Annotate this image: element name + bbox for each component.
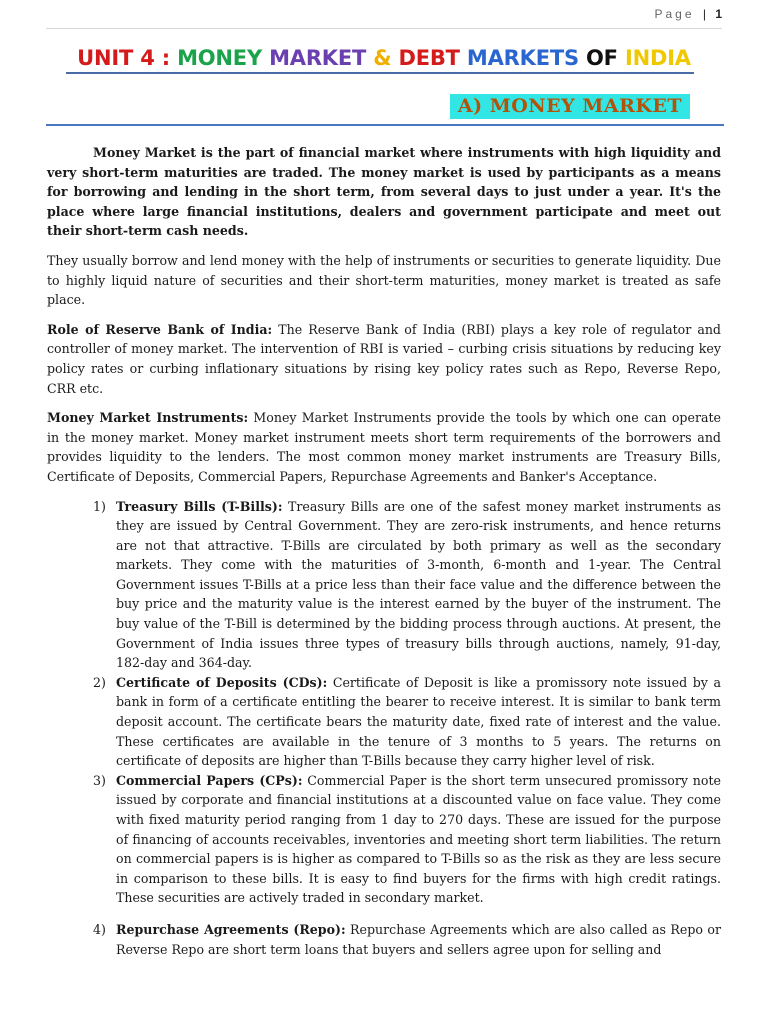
item-text: Certificate of Deposit is like a promissory note issued by a bank in form of a certificate entitling the bearer to receive interest. It is similar to bank term deposit account. The certificate bears the maturity date, fixed rate of interest and the value. These certificates are available in the tenure of 3 months to 5 years. The returns on certificate of deposits are higher than T-Bills because they carry higher level of risk. [116,674,721,769]
title-part: MONEY [177,46,270,70]
header-divider [46,28,722,29]
list-item [47,771,721,908]
list-number: 2) [93,674,106,690]
section-heading: A) MONEY MARKET [450,94,690,119]
page-number: 1 [715,7,722,21]
title-part: UNIT 4 : [77,46,178,70]
document-body [47,143,721,959]
item-text: Commercial Paper is the short term unsecured promissory note issued by corporate and financial institutions at a discounted value on face value. They come with fixed maturity period ranging from 1 day to 270 days. These are issued for the purpose of financing of accounts receivables, inventories and meeting short term liabilities. The return on commercial papers is is higher as compared to T-Bills so as the risk as they are less secure in comparison to these bills. It is easy to find buyers for the firms with high credit ratings. These securities are actively traded in secondary market. [116,772,722,906]
rbi-paragraph [47,320,721,398]
liquidity-paragraph: They usually borrow and lend money with the help of instruments or securities to generate liquidity. Due to highly liquid nature of securities and their short-term maturities, money market is treated as safe place. [47,252,721,308]
list-number: 4) [93,921,106,937]
title-part: MARKET [269,46,374,70]
page-number-header [654,7,722,21]
item-heading: Repurchase Agreements (Repo): [116,921,346,937]
intro-paragraph: Money Market is the part of financial market where instruments with high liquidity and very short-term maturities are traded. The money market is used by participants as a means for borrowing and lending in the short term, from several days to just under a year. It's the place where large financial institutions, dealers and government participate and meet out their short-term cash needs. [47,145,721,239]
rbi-heading: Role of Reserve Bank of India: [47,321,273,337]
item-heading: Treasury Bills (T-Bills): [116,498,283,514]
item-text: Treasury Bills are one of the safest money market instruments as they are issued by Central Government. They are zero-risk instruments, and hence returns are not that attractive. T-Bills are circulated by both primary as well as the secondary markets. They come with the maturities of 3-month, 6-month and 1-year. The Central Government issues T-Bills at a price less than their face value and the difference between the buy price and the maturity value is the interest earned by the buyer of the instrument. The buy value of the T-Bill is determined by the bidding process through auctions. At present, the Government of India issues three types of treasury bills through auctions, namely, 91-day, 182-day and 364-day. [116,498,721,671]
list-number: 1) [93,498,106,514]
title-underline [66,72,694,74]
item-heading: Certificate of Deposits (CDs): [116,674,328,690]
rbi-text: The Reserve Bank of India (RBI) plays a key role of regulator and controller of money market. The intervention of RBI is varied – curbing crisis situations by reducing key policy rates or curbing inflationary situations by rising key policy rates such as Repo, Reverse Repo, CRR etc. [47,321,721,396]
title-part: INDIA [624,46,691,70]
list-number: 3) [93,772,106,788]
title-part: & [373,46,399,70]
list-item [47,497,721,673]
title-part: OF [586,46,625,70]
list-item [47,673,721,771]
item-heading: Commercial Papers (CPs): [116,772,303,788]
title-part: MARKETS [466,46,587,70]
document-title [0,46,768,70]
instruments-text: Money Market Instruments provide the tools by which one can operate in the money market. Money market instrument meets short term requirements of the borrowers and provides liquidity to the lenders. The most common money market instruments are Treasury Bills, Certificate of Deposits, Commercial Papers, Repurchase Agreements and Banker's Acceptance. [47,410,721,484]
instruments-heading: Money Market Instruments: [47,410,249,426]
list-item [47,920,721,959]
title-part: DEBT [398,46,467,70]
page-label: Page [654,7,695,21]
instruments-paragraph [47,408,721,486]
page-separator: | [702,7,706,21]
item-text: Repurchase Agreements which are also called as Repo or Reverse Repo are short term loans that buyers and sellers agree upon for selling and [116,921,721,957]
instruments-list [47,497,721,960]
section-divider [46,124,724,126]
